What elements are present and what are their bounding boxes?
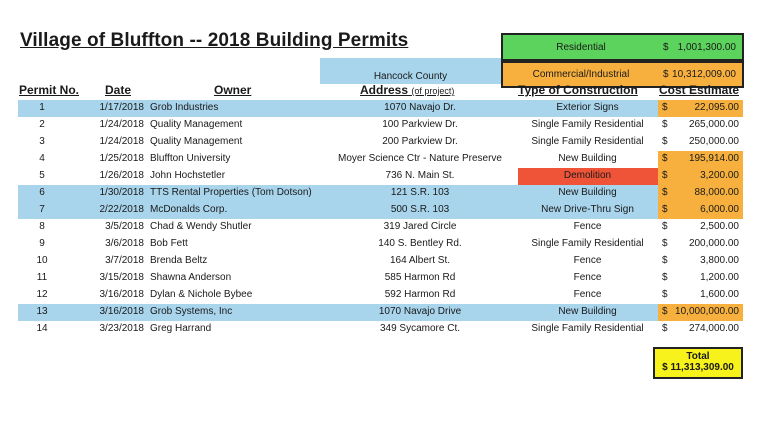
table-row [18,100,743,117]
cost-value: 265,000.00 [688,119,739,130]
legend-residential-label: Residential [556,41,606,53]
permit-type: Single Family Residential [531,238,644,249]
cost-value: 2,500.00 [700,221,739,232]
permit-no: 12 [36,289,48,300]
cost-value: 1,200.00 [700,272,739,283]
cost-currency: $ [662,136,668,147]
permit-cost [658,168,743,185]
cost-value: 250,000.00 [688,136,739,147]
permit-owner: Grob Systems, Inc [150,306,233,317]
permit-type: New Drive-Thru Sign [541,204,634,215]
permit-date: 1/24/2018 [99,136,144,147]
total-label: Total [686,351,710,362]
table-row [18,219,743,236]
permit-address: 500 S.R. 103 [390,204,450,215]
permit-date: 3/16/2018 [99,306,144,317]
permit-owner: TTS Rental Properties (Tom Dotson) [150,187,312,198]
permit-cost [658,185,743,202]
permit-date: 1/25/2018 [99,153,144,164]
permit-no: 7 [39,204,45,215]
permit-address: 736 N. Main St. [385,170,455,181]
permit-type: Exterior Signs [556,102,619,113]
permit-owner: Quality Management [150,136,243,147]
permit-no: 5 [39,170,45,181]
permit-address: 1070 Navajo Dr. [384,102,456,113]
permit-owner: Chad & Wendy Shutler [150,221,252,232]
legend-residential-amount: 1,001,300.00 [677,41,736,53]
permit-type: New Building [558,306,617,317]
permit-cost [658,202,743,219]
county-label [320,58,501,84]
permit-date: 3/7/2018 [105,255,144,266]
permit-no: 1 [39,102,45,113]
permit-no: 11 [36,272,48,283]
legend-commercial-currency: $ [663,69,669,80]
permit-date: 1/26/2018 [99,170,144,181]
permit-cost [658,134,743,151]
permit-type: Single Family Residential [531,323,644,334]
permit-no: 13 [36,306,48,317]
table-row [18,287,743,304]
permit-address: 121 S.R. 103 [390,187,450,198]
cost-currency: $ [662,323,668,334]
permit-cost [658,219,743,236]
cost-currency: $ [662,255,668,266]
header-date: Date [105,83,132,97]
permit-cost [658,304,743,321]
cost-value: 195,914.00 [688,153,739,164]
legend-residential-currency: $ [663,41,669,53]
permit-date: 2/22/2018 [99,204,144,215]
permit-owner: McDonalds Corp. [150,204,228,215]
permit-owner: Bob Fett [150,238,188,249]
page-title: Village of Bluffton -- 2018 Building Permits [20,30,409,51]
total-amount: 11,313,309.00 [670,362,734,373]
permit-no: 10 [36,255,48,266]
cost-value: 22,095.00 [694,102,739,113]
permit-cost [658,151,743,168]
table-row [18,270,743,287]
cost-currency: $ [662,153,668,164]
permit-cost [658,100,743,117]
permit-date: 1/30/2018 [99,187,144,198]
table-row [18,185,743,202]
cost-currency: $ [662,272,668,283]
permit-type: New Building [558,187,617,198]
table-row [18,134,743,151]
cost-value: 6,000.00 [700,204,739,215]
permit-owner: Brenda Beltz [150,255,208,266]
cost-currency: $ [662,289,668,300]
permit-type: Fence [573,289,602,300]
cost-value: 200,000.00 [688,238,739,249]
cost-currency: $ [662,170,668,181]
permit-owner: John Hochstetler [150,170,226,181]
permit-type: Fence [573,255,602,266]
permit-no: 2 [39,119,45,130]
permit-date: 3/23/2018 [99,323,144,334]
cost-value: 88,000.00 [694,187,739,198]
permit-no: 9 [39,238,45,249]
header-address-label: Address [360,83,409,97]
permit-owner: Bluffton University [150,153,231,164]
cost-currency: $ [662,187,668,198]
header-cost: Cost Estimate [659,83,740,97]
permit-address: 100 Parkview Dr. [382,119,458,130]
table-row [18,253,743,270]
county-text: Hancock County [373,71,448,82]
cost-value: 1,600.00 [700,289,739,300]
permit-owner: Grob Industries [150,102,219,113]
permit-owner: Shawna Anderson [150,272,232,283]
cost-currency: $ [662,238,668,249]
permit-date: 3/16/2018 [99,289,144,300]
permit-owner: Dylan & Nichole Bybee [150,289,253,300]
table-row [18,151,743,168]
permit-no: 4 [39,153,45,164]
legend-commercial-label: Commercial/Industrial [532,69,630,80]
cost-value: 3,800.00 [700,255,739,266]
table-row [18,236,743,253]
permit-type: Fence [573,221,602,232]
permit-owner: Quality Management [150,119,243,130]
cost-currency: $ [662,221,668,232]
permit-date: 3/15/2018 [99,272,144,283]
permit-address: 140 S. Bentley Rd. [378,238,462,249]
header-owner: Owner [214,83,252,97]
cost-currency: $ [662,306,668,317]
permit-address: 319 Jared Circle [383,221,457,232]
legend-commercial-amount: 10,312,009.00 [672,69,736,80]
legend-residential [501,33,744,61]
table-row [18,321,743,338]
permit-cost [658,236,743,253]
permit-type: New Building [558,153,617,164]
permit-no: 3 [39,136,45,147]
permit-date: 1/17/2018 [99,102,144,113]
permit-no: 8 [39,221,45,232]
permit-cost [658,287,743,304]
permit-date: 3/5/2018 [105,221,144,232]
permit-address: Moyer Science Ctr - Nature Preserve [338,153,502,164]
permit-type: Single Family Residential [531,119,644,130]
cost-currency: $ [662,119,668,130]
permit-cost [658,270,743,287]
permit-address: 349 Sycamore Ct. [379,323,461,334]
permit-type: Single Family Residential [531,136,644,147]
table-row [18,304,743,321]
header-permit-no: Permit No. [19,83,80,97]
permit-type: Demolition [563,170,612,181]
permit-address: 585 Harmon Rd [384,272,456,283]
header-address-note: (of project) [411,86,455,96]
permit-cost [658,321,743,338]
permit-type: Fence [573,272,602,283]
permit-date: 1/24/2018 [99,119,144,130]
permit-address: 1070 Navajo Drive [378,306,462,317]
table-row [18,202,743,219]
permit-no: 6 [39,187,45,198]
table-row [18,168,743,185]
cost-value: 3,200.00 [700,170,739,181]
header-type: Type of Construction [518,83,638,97]
total-box [653,347,743,379]
total-currency: $ [662,362,668,373]
permit-address: 200 Parkview Dr. [382,136,458,147]
permit-address: 164 Albert St. [389,255,451,266]
table-row [18,117,743,134]
header-address [360,83,454,97]
permit-date: 3/6/2018 [105,238,144,249]
permit-cost [658,117,743,134]
permit-owner: Greg Harrand [150,323,212,334]
permit-address: 592 Harmon Rd [384,289,456,300]
cost-value: 10,000,000.00 [675,306,739,317]
cost-currency: $ [662,204,668,215]
permit-no: 14 [36,323,48,334]
cost-value: 274,000.00 [688,323,739,334]
permit-cost [658,253,743,270]
cost-currency: $ [662,102,668,113]
